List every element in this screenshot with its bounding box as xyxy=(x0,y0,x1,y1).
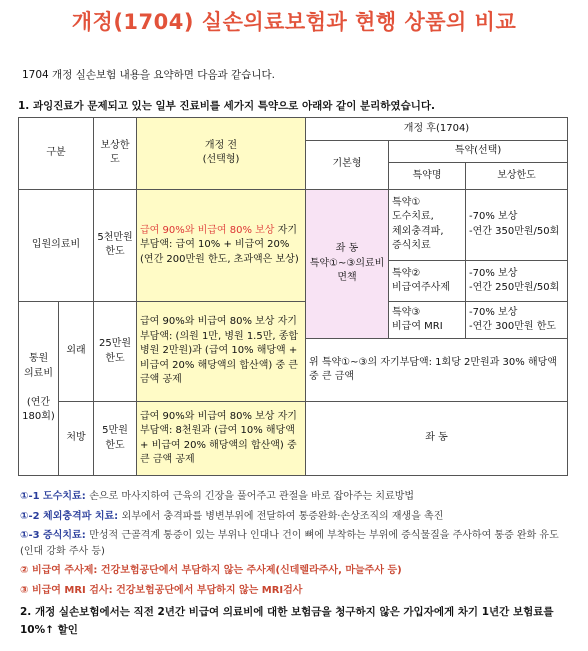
note-label: ①-2 체외충격파 치료: xyxy=(20,510,119,522)
note-item xyxy=(20,489,572,505)
note-text: 건강보험공단에서 부담하지 않는 MRI검사 xyxy=(116,584,303,596)
inpatient-limit: 5천만원 한도 xyxy=(94,189,137,302)
header-rider-limit: 보상한도 xyxy=(466,163,568,190)
inpatient-before-red: 급여 90%와 비급여 80% 보상 xyxy=(140,224,275,236)
rider3-limit: -70% 보상 -연간 300만원 한도 xyxy=(466,302,568,339)
header-rider-name: 특약명 xyxy=(389,163,466,190)
note-text: 외부에서 충격파를 병변부위에 전달하여 통증완화·손상조직의 재생을 촉진 xyxy=(121,510,444,522)
inpatient-before-rest: 자기부담액: 급여 10% + 비급여 20% (연간 200만원 한도, 초과액은 보상) xyxy=(140,224,299,265)
intro-text: 1704 개정 실손보험 내용을 요약하면 다음과 같습니다. xyxy=(22,69,275,81)
section2-text: 2. 개정 실손보험에서는 직전 2년간 비급여 의료비에 대한 보험금을 청구하지 않은 가입자에게 차기 1년간 보험료를 10%↑ 할인 xyxy=(20,606,554,636)
outpatient-sub1: 외래 xyxy=(59,302,94,402)
outpatient-sub2: 처방 xyxy=(59,402,94,476)
section1-heading: 1. 과잉진료가 문제되고 있는 일부 진료비를 세가지 특약으로 아래와 같이 분리하였습니다. xyxy=(18,100,435,112)
comparison-table xyxy=(18,117,568,476)
outpatient-sub2-limit: 5만원 한도 xyxy=(94,402,137,476)
rider3-name: 특약③ 비급여 MRI xyxy=(389,302,466,339)
note-label: ③ 비급여 MRI 검사: xyxy=(20,584,113,596)
basic-same: 좌 동 특약①~③의료비 면책 xyxy=(306,189,389,338)
note-label: ①-1 도수치료: xyxy=(20,491,86,502)
notes-list xyxy=(20,489,572,602)
note-label: ② 비급여 주사제: xyxy=(20,565,98,576)
rider1-limit: -70% 보상 -연간 350만원/50회 xyxy=(466,189,568,261)
inpatient-before xyxy=(137,189,306,302)
note-text: 건강보험공단에서 부담하지 않는 주사제(신데렐라주사, 마늘주사 등) xyxy=(100,565,402,576)
header-basic: 기본형 xyxy=(306,140,389,189)
rider-copay: 위 특약①~③의 자기부담액: 1회당 2만원과 30% 해당액 중 큰 금액 xyxy=(306,338,568,401)
header-before: 개정 전 (선택형) xyxy=(137,118,306,190)
header-limit: 보상한도 xyxy=(94,118,137,190)
outpatient-sub1-before: 급여 90%와 비급여 80% 보상 자기부담액: (의원 1만, 병원 1.5만, 종합병원 2만원)과 (급여 10% 해당액 + 비급여 20% 해당액의 합산액) 중 큰 금액 공제 xyxy=(137,302,306,402)
rider2-name: 특약② 비급여주사제 xyxy=(389,261,466,302)
note-label: ①-3 증식치료: xyxy=(20,530,86,541)
note-item xyxy=(20,563,572,579)
prescription-after: 좌 동 xyxy=(306,402,568,476)
row-inpatient: 입원의료비 xyxy=(19,189,94,302)
row-outpatient: 통원 의료비 (연간 180회) xyxy=(19,302,59,476)
outpatient-sub2-before: 급여 90%와 비급여 80% 보상 자기부담액: 8천원과 (급여 10% 해당액 + 비급여 20% 해당액의 합산액) 중 큰 금액 공제 xyxy=(137,402,306,476)
rider1-name: 특약① 도수치료, 체외충격파, 증식치료 xyxy=(389,189,466,261)
header-after: 개정 후(1704) xyxy=(306,118,568,141)
note-text: 손으로 마사지하여 근육의 긴장을 풀어주고 관절을 바로 잡아주는 치료방법 xyxy=(89,491,415,502)
header-category: 구분 xyxy=(19,118,94,190)
header-rider: 특약(선택) xyxy=(389,140,568,163)
note-text: 만성적 근골격계 통증이 있는 부위나 인대나 건이 뼈에 부착하는 부위에 증식물질을 주사하여 통증 완화 유도(인대 강화 주사 등) xyxy=(20,530,559,557)
outpatient-sub1-limit: 25만원 한도 xyxy=(94,302,137,402)
page-title: 개정(1704) 실손의료보험과 현행 상품의 비교 xyxy=(71,10,517,34)
note-item xyxy=(20,528,572,559)
rider2-limit: -70% 보상 -연간 250만원/50회 xyxy=(466,261,568,302)
note-item xyxy=(20,509,572,525)
note-item xyxy=(20,583,572,599)
